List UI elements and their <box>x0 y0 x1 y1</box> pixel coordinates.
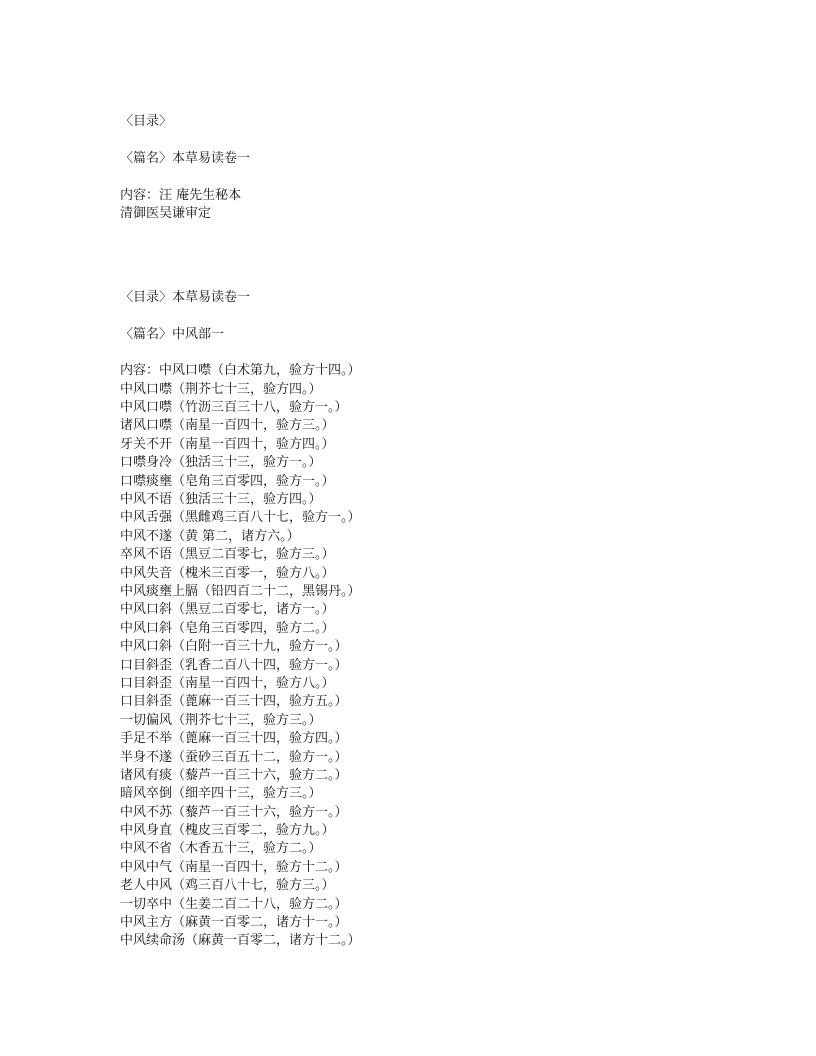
list-item: 口目斜歪（南星一百四十，验方八。） <box>120 675 335 691</box>
list-item: 一切偏风（荆芥七十三，验方三。） <box>120 712 322 728</box>
list-item: 中风不遂（黄 第二，诸方六。） <box>120 528 300 544</box>
list-item: 老人中风（鸡三百八十七，验方三。） <box>120 878 335 894</box>
list-item: 中风不苏（藜芦一百三十六，验方一。） <box>120 804 348 820</box>
list-item: 中风口斜（白附一百三十九，验方一。） <box>120 639 348 655</box>
list-item: 半身不遂（蚕砂三百五十二，验方一。） <box>120 749 348 765</box>
list-item: 口噤身冷（独活三十三，验方一。） <box>120 455 322 471</box>
list-item: 牙关不开（南星一百四十，验方四。） <box>120 436 335 452</box>
list-item: 内容：中风口噤（白术第九，验方十四。） <box>120 363 361 379</box>
list-item: 中风主方（麻黄一百零二，诸方十一。） <box>120 915 348 931</box>
toc-tag: 〈目录〉 <box>120 114 173 129</box>
section-toc: 〈目录〉本草易读卷一 <box>120 289 251 305</box>
list-item: 口目斜歪（乳香二百八十四，验方一。） <box>120 657 348 673</box>
list-item: 中风痰壅上膈（铅四百二十二，黑锡丹。） <box>120 583 361 599</box>
list-item: 诸风有痰（藜芦一百三十六，验方二。） <box>120 767 348 783</box>
list-item: 口目斜歪（蓖麻一百三十四，验方五。） <box>120 694 348 710</box>
list-item: 中风口噤（竹沥三百三十八，验方一。） <box>120 400 348 416</box>
volume-title: 〈篇名〉本草易读卷一 <box>120 150 251 166</box>
content-reviewer: 清御医吴谦审定 <box>120 205 212 221</box>
list-item: 暗风卒倒（细辛四十三，验方三。） <box>120 786 322 802</box>
list-item: 中风舌强（黑雌鸡三百八十七，验方一。） <box>120 510 361 526</box>
content-author: 内容：汪 庵先生秘本 <box>120 187 242 203</box>
spacer <box>120 270 780 288</box>
list-item: 中风中气（南星一百四十，验方十二。） <box>120 859 348 875</box>
spacer <box>120 344 780 362</box>
list-item: 一切卒中（生姜二百二十八，验方二。） <box>120 896 348 912</box>
list-item: 卒风不语（黑豆二百零七，验方三。） <box>120 547 335 563</box>
spacer <box>120 168 780 186</box>
section-title: 〈篇名〉中风部一 <box>120 326 225 342</box>
list-item: 中风口斜（黑豆二百零七，诸方一。） <box>120 602 335 618</box>
spacer <box>120 131 780 149</box>
entry-list <box>120 362 780 951</box>
list-item: 中风不省（木香五十三，验方二。） <box>120 841 322 857</box>
spacer <box>120 223 780 270</box>
list-item: 中风口斜（皂角三百零四，验方二。） <box>120 620 335 636</box>
list-item: 中风口噤（荆芥七十三，验方四。） <box>120 381 322 397</box>
list-item: 中风不语（独活三十三，验方四。） <box>120 492 322 508</box>
list-item: 口噤痰壅（皂角三百零四，验方一。） <box>120 473 335 489</box>
list-item: 中风续命汤（麻黄一百零二，诸方十二。） <box>120 933 361 949</box>
document-body <box>120 113 780 951</box>
list-item: 诸风口噤（南星一百四十，验方三。） <box>120 418 335 434</box>
list-item: 中风失音（槐米三百零一，验方八。） <box>120 565 335 581</box>
list-item: 手足不举（蓖麻一百三十四，验方四。） <box>120 731 348 747</box>
spacer <box>120 307 780 325</box>
list-item: 中风身直（槐皮三百零二，验方九。） <box>120 823 335 839</box>
